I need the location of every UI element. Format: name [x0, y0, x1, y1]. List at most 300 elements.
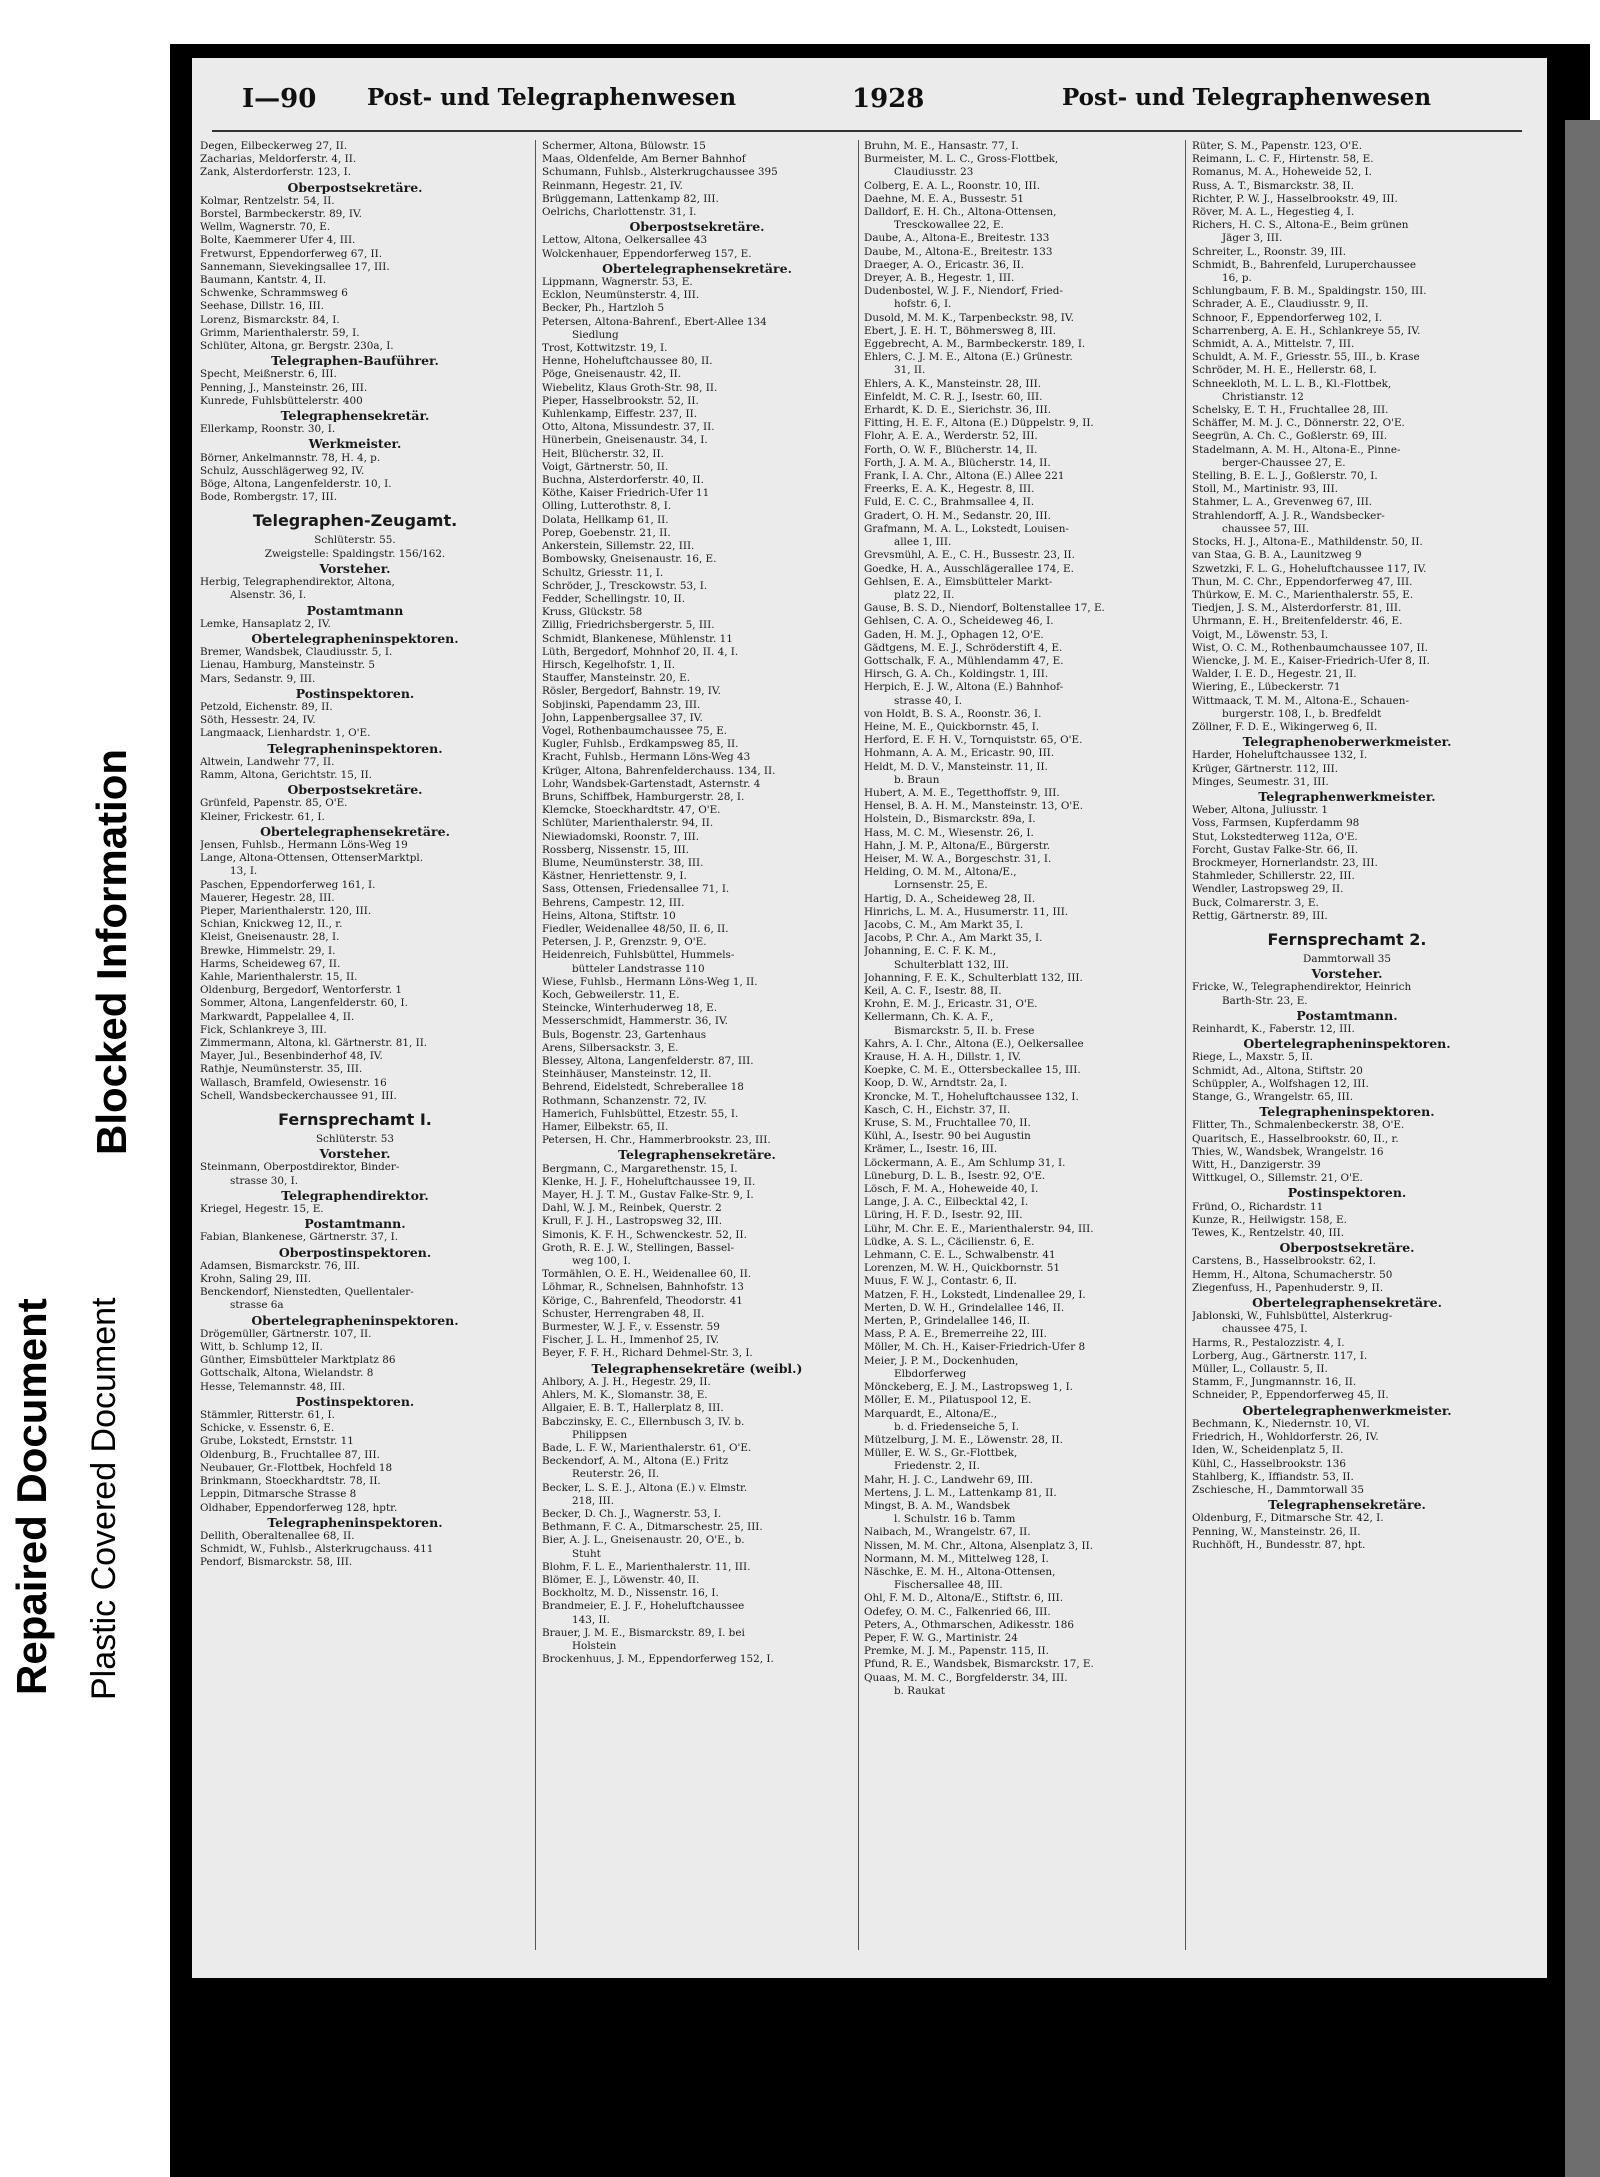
directory-entry: Beyer, F. F. H., Richard Dehmel-Str. 3, I. [542, 1347, 753, 1360]
directory-entry: Wiering, E., Lübeckerstr. 71 [1192, 681, 1341, 694]
directory-entry: Wolckenhauer, Eppendorferweg 157, E. [542, 247, 752, 260]
directory-entry: Bolte, Kaemmerer Ufer 4, III. [200, 234, 356, 247]
section-heading: Obertelegrapheninspektoren. [251, 1313, 459, 1327]
directory-entry: Brauer, J. M. E., Bismarckstr. 89, I. bei [542, 1626, 745, 1639]
section-heading: Telegrapheninspektoren. [267, 741, 443, 755]
directory-entry: Forth, O. W. F., Blücherstr. 14, II. [864, 443, 1038, 456]
directory-entry: Heidenreich, Fuhlsbüttel, Hummels- [542, 949, 735, 962]
directory-entry: Dalldorf, E. H. Ch., Altona-Ottensen, [864, 206, 1057, 219]
directory-entry: Blessey, Altona, Langenfelderstr. 87, III. [542, 1055, 754, 1068]
directory-entry: Arens, Silbersackstr. 3, E. [542, 1041, 679, 1054]
directory-entry: Schian, Knickweg 12, II., r. [200, 918, 343, 931]
directory-entry: Dammtorwall 35 [1303, 952, 1391, 965]
directory-entry: Kolmar, Rentzelstr. 54, II. [200, 194, 335, 207]
directory-entry: Reimann, L. C. F., Hirtenstr. 58, E. [1192, 153, 1374, 166]
section-heading: Postinspektoren. [295, 686, 415, 700]
directory-entry: Müller, L., Collaustr. 5, II. [1192, 1363, 1328, 1376]
directory-entry: Paschen, Eppendorferweg 161, I. [200, 878, 376, 891]
directory-entry: Wallasch, Bramfeld, Owiesenstr. 16 [200, 1076, 387, 1089]
blocked-information-label: Blocked Information [88, 748, 135, 1155]
directory-entry: Messerschmidt, Hammerstr. 36, IV. [542, 1015, 728, 1028]
directory-entry: Thürkow, E. M. C., Marienthalerstr. 55, E. [1192, 588, 1414, 601]
section-heading: Fernsprechamt 2. [1267, 929, 1427, 949]
directory-entry: Baumann, Kantstr. 4, II. [200, 274, 327, 287]
directory-entry: Colberg, E. A. L., Roonstr. 10, III. [864, 179, 1041, 192]
directory-entry: Koepke, C. M. E., Ottersbeckallee 15, III. [864, 1064, 1081, 1077]
directory-entry: Fischer, J. L. H., Immenhof 25, IV. [542, 1334, 720, 1347]
directory-entry: Bethmann, F. C. A., Ditmarschestr. 25, III. [542, 1521, 763, 1534]
directory-entry: Flohr, A. E. A., Werderstr. 52, III. [864, 430, 1038, 443]
directory-entry: Hirsch, Kegelhofstr. 1, II. [542, 658, 676, 671]
directory-entry: Kruss, Glückstr. 58 [542, 606, 643, 619]
directory-entry: Adamsen, Bismarckstr. 76, III. [200, 1259, 360, 1272]
directory-entry: Stahlberg, K., Iffiandstr. 53, II. [1192, 1470, 1354, 1483]
directory-entry: Günther, Eimsbütteler Marktplatz 86 [200, 1354, 396, 1367]
directory-entry: Dahl, W. J. M., Reinbek, Querstr. 2 [542, 1202, 722, 1215]
directory-entry: Brandmeier, E. J. F., Hoheluftchaussee [542, 1600, 745, 1613]
directory-entry: Dudenbostel, W. J. F., Niendorf, Fried- [864, 285, 1063, 298]
directory-entry: Oldenburg, F., Ditmarsche Str. 42, I. [1192, 1512, 1384, 1525]
section-heading: Obertelegrapheninspektoren. [1243, 1037, 1451, 1051]
directory-entry: Bockholtz, M. D., Nissenstr. 16, I. [542, 1587, 719, 1600]
directory-entry: Fricke, W., Telegraphendirektor, Heinrich [1192, 981, 1412, 994]
directory-entry: Schlüter, Marienthalerstr. 94, II. [542, 817, 714, 830]
directory-entry: Bechmann, K., Niedernstr. 10, VI. [1192, 1417, 1370, 1430]
section-heading: Obertelegraphensekretäre. [602, 261, 792, 276]
directory-entry: Klemcke, Stoeckhardtstr. 47, O'E. [542, 804, 721, 817]
directory-entry: Muus, F. W. J., Contastr. 6, II. [864, 1275, 1017, 1288]
directory-entry: Steincke, Winterhuderweg 18, E. [542, 1002, 717, 1015]
directory-entry: Wendler, Lastropsweg 29, II. [1192, 883, 1344, 896]
directory-entry: Rothmann, Schanzenstr. 72, IV. [542, 1094, 707, 1107]
directory-entry: Hensel, B. A. H. M., Mansteinstr. 13, O'E. [864, 800, 1084, 813]
directory-entry: strasse 30, I. [230, 1174, 299, 1187]
directory-entry: Näschke, E. M. H., Altona-Ottensen, [864, 1565, 1056, 1578]
directory-entry: Premke, M. J. M., Papenstr. 115, II. [864, 1645, 1049, 1658]
directory-entry: Ebert, J. E. H. T., Böhmersweg 8, III. [864, 324, 1056, 337]
directory-entry: Krüger, Altona, Bahrenfelderchauss. 134, II. [542, 764, 776, 777]
directory-entry: Rossberg, Nissenstr. 15, III. [542, 843, 690, 856]
section-heading: Oberpostinspektoren. [278, 1245, 432, 1259]
directory-entry: Kahrs, A. I. Chr., Altona (E.), Oelkersallee [864, 1037, 1084, 1050]
directory-entry: Merten, P., Grindelallee 146, II. [864, 1315, 1030, 1328]
directory-entry: Drögemüller, Gärtnerstr. 107, II. [200, 1327, 372, 1340]
directory-entry: Grube, Lokstedt, Ernststr. 11 [200, 1435, 354, 1448]
directory-entry: Strahlendorff, A. J. R., Wandsbecker- [1192, 509, 1385, 522]
directory-entry: chaussee 475, I. [1222, 1323, 1308, 1336]
directory-entry: b. d. Friedenseiche 5, I. [894, 1420, 1020, 1433]
directory-entry: Lienau, Hamburg, Mansteinstr. 5 [200, 659, 375, 672]
directory-entry: Schell, Wandsbeckerchaussee 91, III. [200, 1089, 397, 1102]
directory-entry: Schröder, M. H. E., Hellerstr. 68, I. [1192, 364, 1377, 377]
directory-entry: Ramm, Altona, Gerichtstr. 15, II. [200, 768, 373, 781]
directory-entry: Schulz, Ausschlägerweg 92, IV. [200, 464, 365, 477]
directory-entry: Einfeldt, M. C. R. J., Isestr. 60, III. [864, 390, 1043, 403]
directory-entry: Benckendorf, Nienstedten, Quellentaler- [200, 1286, 414, 1299]
directory-entry: burgerstr. 108, I., b. Bredfeldt [1222, 707, 1382, 720]
directory-entry: Forth, J. A. M. A., Blücherstr. 14, II. [864, 456, 1051, 469]
directory-entry: Tormählen, O. E. H., Weidenallee 60, II. [542, 1268, 752, 1281]
directory-entry: Fabian, Blankenese, Gärtnerstr. 37, I. [200, 1231, 399, 1244]
directory-entry: Reinmann, Hegestr. 21, IV. [542, 179, 683, 192]
directory-entry: Bremer, Wandsbek, Claudiusstr. 5, I. [200, 646, 393, 659]
directory-entry: Mauerer, Hegestr. 28, III. [200, 891, 335, 904]
directory-entry: Behrens, Campestr. 12, III. [542, 896, 685, 909]
directory-entry: Johanning, F. E. K., Schulterblatt 132, III. [864, 971, 1083, 984]
directory-entry: Lippmann, Wagnerstr. 53, E. [542, 276, 693, 289]
header-year: 1928 [852, 84, 925, 114]
side-labels [0, 0, 160, 2177]
directory-entry: Eggebrecht, A. M., Barmbeckerstr. 189, I. [864, 338, 1086, 351]
directory-entry: Philippsen [572, 1428, 628, 1441]
directory-entry: Schlungbaum, F. B. M., Spaldingstr. 150, III. [1192, 285, 1427, 298]
directory-entry: 16, p. [1222, 272, 1252, 285]
directory-entry: Barth-Str. 23, E. [1222, 994, 1308, 1007]
directory-entry: Sannemann, Sievekingsallee 17, III. [200, 260, 390, 273]
directory-entry: Schüppler, A., Wolfshagen 12, III. [1192, 1077, 1369, 1090]
directory-entry: b. Raukat [894, 1684, 945, 1697]
directory-entry: Becker, D. Ch. J., Wagnerstr. 53, I. [542, 1507, 722, 1520]
directory-entry: Hartig, D. A., Scheideweg 28, II. [864, 892, 1036, 905]
directory-entry: Alsenstr. 36, I. [230, 589, 307, 602]
directory-entry: Schmidt, A. A., Mittelstr. 7, III. [1192, 338, 1355, 351]
directory-entry: Sass, Ottensen, Friedensallee 71, I. [542, 883, 730, 896]
directory-entry: Zimmermann, Altona, kl. Gärtnerstr. 81, II. [200, 1037, 428, 1049]
directory-entry: Altwein, Landwehr 77, II. [200, 755, 335, 768]
directory-entry: Daehne, M. E. A., Bussestr. 51 [864, 192, 1024, 205]
directory-entry: Körige, C., Bahrenfeld, Theodorstr. 41 [542, 1294, 743, 1307]
directory-entry: Krohn, E. M. J., Ericastr. 31, O'E. [864, 998, 1038, 1011]
directory-entry: Ziegenfuss, H., Papenhuderstr. 9, II. [1192, 1281, 1383, 1294]
directory-entry: Stelling, B. E. L. J., Goßlerstr. 70, I. [1192, 470, 1378, 483]
directory-entry: Schuster, Herrengraben 48, II. [542, 1307, 705, 1320]
directory-entry: Bode, Rombergstr. 17, III. [200, 491, 338, 504]
directory-entry: Oldhaber, Eppendorferweg 128, hptr. [200, 1501, 398, 1514]
directory-entry: Kühl, C., Hasselbrookstr. 136 [1192, 1457, 1346, 1470]
directory-entry: Herpich, E. J. W., Altona (E.) Bahnhof- [864, 681, 1064, 694]
directory-entry: Schneider, P., Eppendorferweg 45, II. [1192, 1389, 1389, 1402]
directory-entry: Ankerstein, Sillemstr. 22, III. [542, 540, 695, 553]
directory-entry: Möller, M. Ch. H., Kaiser-Friedrich-Ufer 8 [864, 1341, 1086, 1354]
directory-entry: Mayer, Jul., Besenbinderhof 48, IV. [200, 1050, 383, 1063]
directory-entry: Börner, Ankelmannstr. 78, H. 4, p. [200, 451, 381, 464]
directory-entry: Dusold, M. M. K., Tarpenbeckstr. 98, IV. [864, 311, 1074, 324]
directory-entry: Burmester, W. J. F., v. Essenstr. 59 [542, 1321, 720, 1334]
directory-entry: Reinhardt, K., Faberstr. 12, III. [1192, 1023, 1355, 1035]
directory-entry: Pieper, Marienthalerstr. 120, III. [200, 904, 372, 917]
directory-entry: Zweigstelle: Spaldingstr. 156/162. [264, 547, 446, 560]
section-heading: Telegraphenoberwerkmeister. [1242, 735, 1452, 749]
directory-entry: Schwenke, Schrammsweg 6 [200, 287, 348, 300]
section-heading: Obertelegrapheninspektoren. [251, 631, 459, 646]
section-heading: Werkmeister. [308, 437, 402, 451]
directory-entry: Elbdorferweg [894, 1367, 967, 1380]
directory-entry: Lohr, Wandsbek-Gartenstadt, Asternstr. 4 [542, 777, 761, 790]
directory-entry: Ahlbory, A. J. H., Hegestr. 29, II. [542, 1375, 711, 1388]
directory-entry: Goedke, H. A., Ausschlägerallee 174, E. [864, 562, 1074, 575]
directory-entry: Zacharias, Meldorferstr. 4, II. [200, 153, 357, 166]
directory-entry: Schneekloth, M. L. L. B., Kl.-Flottbek, [1192, 377, 1392, 390]
directory-entry: Richers, H. C. S., Altona-E., Beim grünen [1192, 219, 1409, 232]
directory-entry: Borstel, Barmbeckerstr. 89, IV. [200, 208, 362, 221]
section-heading: Telegraphendirektor. [281, 1188, 429, 1203]
directory-entry: Ehlers, A. K., Mansteinstr. 28, III. [864, 377, 1042, 390]
directory-entry: Trost, Kottwitzstr. 19, I. [542, 342, 668, 355]
directory-entry: Lüdke, A. S. L., Cäcilienstr. 6, E. [864, 1235, 1035, 1248]
directory-entry: Mertens, J. L. M., Lattenkamp 81, II. [864, 1486, 1057, 1499]
directory-entry: Schermer, Altona, Bülowstr. 15 [542, 140, 706, 152]
directory-entry: Krull, F. J. H., Lastropsweg 32, III. [542, 1215, 723, 1228]
directory-entry: Kleist, Gneisenaustr. 28, I. [200, 931, 340, 944]
directory-entry: Schlüter, Altona, gr. Bergstr. 230a, I. [200, 340, 394, 353]
column-3 [864, 140, 1174, 1698]
column-1 [200, 140, 510, 1570]
directory-entry: Stamm, F., Jungmannstr. 16, II. [1192, 1376, 1357, 1389]
directory-entry: Brockenhuus, J. M., Eppendorferweg 152, I. [542, 1653, 774, 1666]
directory-entry: Brewke, Himmelstr. 29, I. [200, 944, 336, 957]
directory-entry: Walder, I. E. D., Hegestr. 21, II. [1192, 668, 1357, 681]
directory-entry: Fiedler, Weidenallee 48/50, II. 6, II. [542, 922, 729, 935]
directory-entry: Oelrichs, Charlottenstr. 31, I. [542, 206, 697, 219]
directory-entry: Lösch, F. M. A., Hoheweide 40, I. [864, 1183, 1039, 1196]
directory-entry: Heit, Blücherstr. 32, II. [542, 447, 664, 460]
directory-entry: Fretwurst, Eppendorferweg 67, II. [200, 247, 383, 260]
directory-entry: Kellermann, Ch. K. A. F., [864, 1011, 994, 1024]
directory-entry: Schmidt, W., Fuhlsb., Alsterkrugchauss. 411 [200, 1543, 434, 1556]
directory-entry: Brinkmann, Stoeckhardtstr. 78, II. [200, 1475, 381, 1488]
directory-entry: Koop, D. W., Arndtstr. 2a, I. [864, 1077, 1008, 1090]
directory-entry: Keil, A. C. F., Isestr. 88, II. [864, 985, 1002, 997]
directory-entry: Voigt, Gärtnerstr. 50, II. [542, 460, 669, 473]
directory-entry: Lüneburg, D. L. B., Isestr. 92, O'E. [864, 1169, 1046, 1182]
directory-entry: Markwardt, Pappelallee 4, II. [200, 1010, 355, 1023]
directory-entry: Lehmann, C. E. L., Schwalbenstr. 41 [864, 1249, 1056, 1262]
directory-entry: Schultz, Griesstr. 11, I. [542, 566, 664, 579]
directory-entry: Beckendorf, A. M., Altona (E.) Fritz [542, 1455, 729, 1468]
section-heading: Telegraphensekretäre (weibl.) [591, 1361, 803, 1375]
directory-entry: Burmeister, M. L. C., Gross-Flottbek, [864, 153, 1059, 166]
directory-entry: Petersen, J. P., Grenzstr. 9, O'E. [542, 936, 707, 949]
directory-entry: Zank, Alsterdorferstr. 123, I. [200, 166, 352, 179]
directory-entry: van Staa, G. B. A., Launitzweg 9 [1192, 549, 1362, 562]
directory-entry: Reuterstr. 26, II. [572, 1468, 660, 1481]
directory-entry: Lüth, Bergedorf, Mohnhof 20, II. 4, I. [542, 645, 739, 658]
directory-entry: Ehlers, C. J. M. E., Altona (E.) Grünestr. [864, 351, 1073, 364]
directory-entry: Mingst, B. A. M., Wandsbek [864, 1499, 1011, 1512]
directory-entry: Holstein [572, 1639, 617, 1652]
directory-entry: allee 1, III. [894, 536, 952, 549]
directory-entry: Ahlers, M. K., Slomanstr. 38, E. [542, 1389, 708, 1402]
directory-entry: Kahle, Marienthalerstr. 15, II. [200, 970, 358, 983]
section-heading: Oberpostsekretäre. [629, 220, 765, 234]
directory-entry: Gädtgens, M. E. J., Schröderstift 4, E. [864, 641, 1063, 654]
directory-entry: Babczinsky, E. C., Ellernbusch 3, IV. b. [542, 1415, 745, 1428]
directory-entry: Lange, Altona-Ottensen, OttenserMarktpl. [200, 852, 424, 865]
directory-entry: Degen, Eilbeckerweg 27, II. [200, 140, 348, 152]
directory-entry: Freerks, E. A. K., Hegestr. 8, III. [864, 483, 1035, 496]
directory-entry: Daube, M., Altona-E., Breitestr. 133 [864, 245, 1053, 258]
directory-entry: Gehlsen, C. A. O., Scheideweg 46, I. [864, 615, 1054, 628]
directory-entry: Schicke, v. Essenstr. 6, E. [200, 1422, 335, 1435]
directory-entry: Lange, J. A. C., Eilbecktal 42, I. [864, 1196, 1029, 1209]
directory-entry: Oldenburg, B., Fruchtallee 87, III. [200, 1448, 380, 1461]
directory-entry: Möller, E. M., Pilatuspool 12, E. [864, 1394, 1032, 1407]
directory-entry: Krämer, L., Isestr. 16, III. [864, 1143, 998, 1156]
directory-entry: Buls, Bogenstr. 23, Gartenhaus [542, 1028, 707, 1041]
directory-entry: Harms, R., Pestalozzistr. 4, I. [1192, 1336, 1345, 1349]
directory-entry: Uhrmann, E. H., Breitenfelderstr. 46, E. [1192, 615, 1403, 628]
directory-entry: Allgaier, E. B. T., Hallerplatz 8, III. [542, 1402, 724, 1415]
directory-entry: Friedenstr. 2, II. [894, 1460, 980, 1473]
directory-entry: Grünfeld, Papenstr. 85, O'E. [200, 797, 348, 810]
directory-entry: Gradert, O. H. M., Sedanstr. 20, III. [864, 509, 1051, 522]
directory-entry: Marquardt, E., Altona/E., [864, 1407, 998, 1420]
directory-entry: Schmidt, Ad., Altona, Stiftstr. 20 [1192, 1064, 1363, 1077]
directory-entry: Penning, W., Mansteinstr. 26, II. [1192, 1525, 1361, 1538]
directory-entry: Neubauer, Gr.-Flottbek, Hochfeld 18 [200, 1461, 393, 1474]
directory-entry: Hass, M. C. M., Wiesenstr. 26, I. [864, 826, 1034, 839]
directory-entry: Seegrün, A. Ch. C., Goßlerstr. 69, III. [1192, 430, 1388, 443]
section-heading: Telegraphen-Bauführer. [271, 354, 439, 368]
directory-entry: Scharrenberg, A. E. H., Schlankreye 55, IV. [1192, 324, 1421, 337]
directory-entry: Olling, Lutterothstr. 8, I. [542, 500, 672, 513]
directory-entry: Hamer, Eilbekstr. 65, II. [542, 1121, 669, 1134]
directory-entry: Schlüterstr. 55. [314, 534, 396, 547]
directory-entry: Tresckowallee 22, E. [894, 219, 1004, 232]
directory-entry: Jacobs, P. Chr. A., Am Markt 35, I. [864, 932, 1043, 945]
directory-entry: von Holdt, B. S. A., Roonstr. 36, I. [864, 707, 1042, 720]
section-heading: Postinspektoren. [295, 1394, 415, 1409]
directory-entry: Penning, J., Mansteinstr. 26, III. [200, 381, 368, 394]
section-heading: Telegraphensekretär. [280, 409, 430, 423]
directory-entry: Stut, Lokstedterweg 112a, O'E. [1192, 830, 1358, 843]
section-heading: Fernsprechamt I. [278, 1110, 432, 1130]
directory-entry: Hamerich, Fuhlsbüttel, Etzestr. 55, I. [542, 1107, 739, 1120]
directory-entry: Kasch, C. H., Eichstr. 37, II. [864, 1103, 1011, 1116]
directory-entry: Rösler, Bergedorf, Bahnstr. 19, IV. [542, 685, 721, 698]
directory-entry: Schuldt, A. M. F., Griesstr. 55, III., b. Krase [1192, 351, 1420, 364]
directory-entry: Flitter, Th., Schmalenbeckerstr. 38, O'E. [1192, 1119, 1405, 1132]
directory-entry: Wiebelitz, Klaus Groth-Str. 98, II. [542, 381, 718, 394]
directory-entry: Buck, Colmarerstr. 3, E. [1192, 896, 1319, 909]
directory-entry: Bruns, Schiffbek, Hamburgerstr. 28, I. [542, 790, 745, 803]
directory-entry: 143, II. [572, 1613, 610, 1626]
directory-entry: Naibach, M., Wrangelstr. 67, II. [864, 1526, 1031, 1539]
directory-entry: Stämmler, Ritterstr. 61, I. [200, 1409, 335, 1422]
directory-entry: Erhardt, K. D. E., Sierichstr. 36, III. [864, 404, 1052, 417]
directory-entry: Kriegel, Hegestr. 15, E. [200, 1203, 324, 1216]
directory-entry: Kuhlenkamp, Eiffestr. 237, II. [542, 408, 698, 421]
directory-entry: Hemm, H., Altona, Schumacherstr. 50 [1192, 1268, 1393, 1281]
directory-entry: b. Braun [894, 773, 940, 786]
section-heading: Postamtmann. [304, 1217, 406, 1231]
section-heading: Telegrapheninspektoren. [267, 1515, 443, 1529]
directory-entry: Otto, Altona, Missundestr. 37, II. [542, 421, 715, 434]
directory-entry: Schumann, Fuhlsb., Alsterkrugchaussee 395 [542, 166, 778, 179]
directory-entry: Hirsch, G. A. Ch., Koldingstr. 1, III. [864, 668, 1049, 681]
directory-entry: Krause, H. A. H., Dillstr. 1, IV. [864, 1051, 1021, 1064]
directory-entry: Bade, L. F. W., Marienthalerstr. 61, O'E. [542, 1441, 752, 1454]
directory-entry: Thies, W., Wandsbek, Wrangelstr. 16 [1192, 1145, 1384, 1158]
directory-entry: Jäger 3, III. [1222, 232, 1283, 245]
directory-entry: Merten, D. W. H., Grindelallee 146, II. [864, 1301, 1065, 1314]
scan-edge [1565, 120, 1600, 2177]
directory-entry: Blömer, E. J., Löwenstr. 40, II. [542, 1573, 700, 1586]
directory-entry: Schrader, A. E., Claudiusstr. 9, II. [1192, 298, 1369, 311]
directory-entry: Wittkugel, O., Sillemstr. 21, O'E. [1192, 1172, 1363, 1185]
directory-entry: Grafmann, M. A. L., Lokstedt, Louisen- [864, 522, 1069, 535]
directory-entry: Gause, B. S. D., Niendorf, Boltenstallee 17, E. [864, 602, 1105, 615]
directory-entry: Johanning, E. C. F. K. M., [864, 945, 997, 958]
directory-entry: Seehase, Dillstr. 16, III. [200, 300, 325, 313]
directory-entry: Groth, R. E. J. W., Stellingen, Bassel- [542, 1241, 735, 1254]
directory-entry: Tiedjen, J. S. M., Alsterdorferstr. 81, III. [1192, 602, 1402, 615]
directory-entry: strasse 40, I. [894, 694, 963, 707]
directory-entry: Simonis, K. F. H., Schwenckestr. 52, II. [542, 1228, 747, 1241]
directory-entry: Russ, A. T., Bismarckstr. 38, II. [1192, 179, 1354, 192]
directory-entry: Fründ, O., Richardstr. 11 [1192, 1200, 1324, 1213]
directory-entry: Fick, Schlankreye 3, III. [200, 1023, 327, 1036]
directory-entry: l. Schulstr. 16 b. Tamm [894, 1513, 1016, 1526]
directory-entry: Gottschalk, Altona, Wielandstr. 8 [200, 1367, 374, 1380]
page-header [212, 72, 1522, 132]
directory-entry: Daube, A., Altona-E., Breitestr. 133 [864, 232, 1050, 245]
directory-entry: Draeger, A. O., Ericastr. 36, II. [864, 258, 1024, 271]
directory-entry: Mass, P. A. E., Bremerreihe 22, III. [864, 1328, 1047, 1341]
section-heading: Vorsteher. [1311, 967, 1383, 981]
directory-entry: Gaden, H. M. J., Ophagen 12, O'E. [864, 628, 1044, 641]
directory-entry: Zöllner, F. D. E., Wikingerweg 6, II. [1192, 720, 1378, 733]
directory-entry: Maas, Oldenfelde, Am Berner Bahnhof [542, 153, 746, 166]
directory-entry: Hahn, J. M. P., Altona/E., Bürgerstr. [864, 839, 1051, 852]
section-heading: Oberpostsekretäre. [1279, 1241, 1415, 1255]
directory-entry: Hesse, Telemannstr. 48, III. [200, 1380, 346, 1393]
directory-entry: Helding, O. M. M., Altona/E., [864, 866, 1017, 879]
directory-entry: Stuht [572, 1547, 601, 1560]
directory-entry: Schlüterstr. 53 [315, 1133, 395, 1146]
directory-entry: Witt, H., Danzigerstr. 39 [1192, 1159, 1321, 1172]
directory-entry: platz 22, II. [894, 588, 955, 601]
directory-entry: strasse 6a [230, 1299, 284, 1312]
directory-entry: Matzen, F. H., Lokstedt, Lindenallee 29, I. [864, 1288, 1086, 1301]
column-divider [535, 140, 536, 1950]
directory-entry: Grevsmühl, A. E., C. H., Bussestr. 23, II. [864, 549, 1075, 562]
directory-entry: John, Lappenbergsallee 37, IV. [542, 711, 703, 724]
section-heading: Postinspektoren. [1287, 1186, 1407, 1200]
directory-entry: Niewiadomski, Roonstr. 7, III. [542, 830, 700, 843]
directory-entry: Minges, Seumestr. 31, III. [1192, 775, 1329, 788]
section-heading: Telegraphenwerkmeister. [1258, 789, 1436, 804]
directory-entry: Normann, M. M., Mittelweg 128, I. [864, 1552, 1049, 1565]
directory-entry: Kunrede, Fuhlsbüttelerstr. 400 [200, 394, 363, 407]
directory-entry: Vogel, Rothenbaumchaussee 75, E. [542, 724, 728, 737]
directory-entry: Löckermann, A. E., Am Schlump 31, I. [864, 1156, 1066, 1169]
directory-entry: Kleiner, Frickestr. 61, I. [200, 810, 325, 823]
directory-entry: Kracht, Fuhlsb., Hermann Löns-Weg 43 [542, 751, 751, 764]
section-heading: Postamtmann. [1296, 1008, 1398, 1022]
section-heading: Telegrapheninspektoren. [1259, 1105, 1435, 1119]
directory-entry: 31, II. [894, 364, 926, 377]
directory-entry: Steinmann, Oberpostdirektor, Binder- [200, 1161, 400, 1174]
directory-entry: Müller, E. W. S., Gr.-Flottbek, [864, 1447, 1018, 1460]
section-heading: Vorsteher. [319, 1147, 391, 1161]
directory-entry: Jablonski, W., Fuhlsbüttel, Alsterkrug- [1192, 1310, 1393, 1323]
directory-entry: Hinrichs, L. M. A., Husumerstr. 11, III. [864, 905, 1069, 918]
directory-entry: Steinhäuser, Mansteinstr. 12, II. [542, 1068, 712, 1081]
directory-entry: Stahmer, L. A., Grevenweg 67, III. [1192, 496, 1373, 509]
directory-entry: Leppin, Ditmarsche Strasse 8 [200, 1488, 357, 1501]
column-4 [1192, 140, 1502, 1552]
